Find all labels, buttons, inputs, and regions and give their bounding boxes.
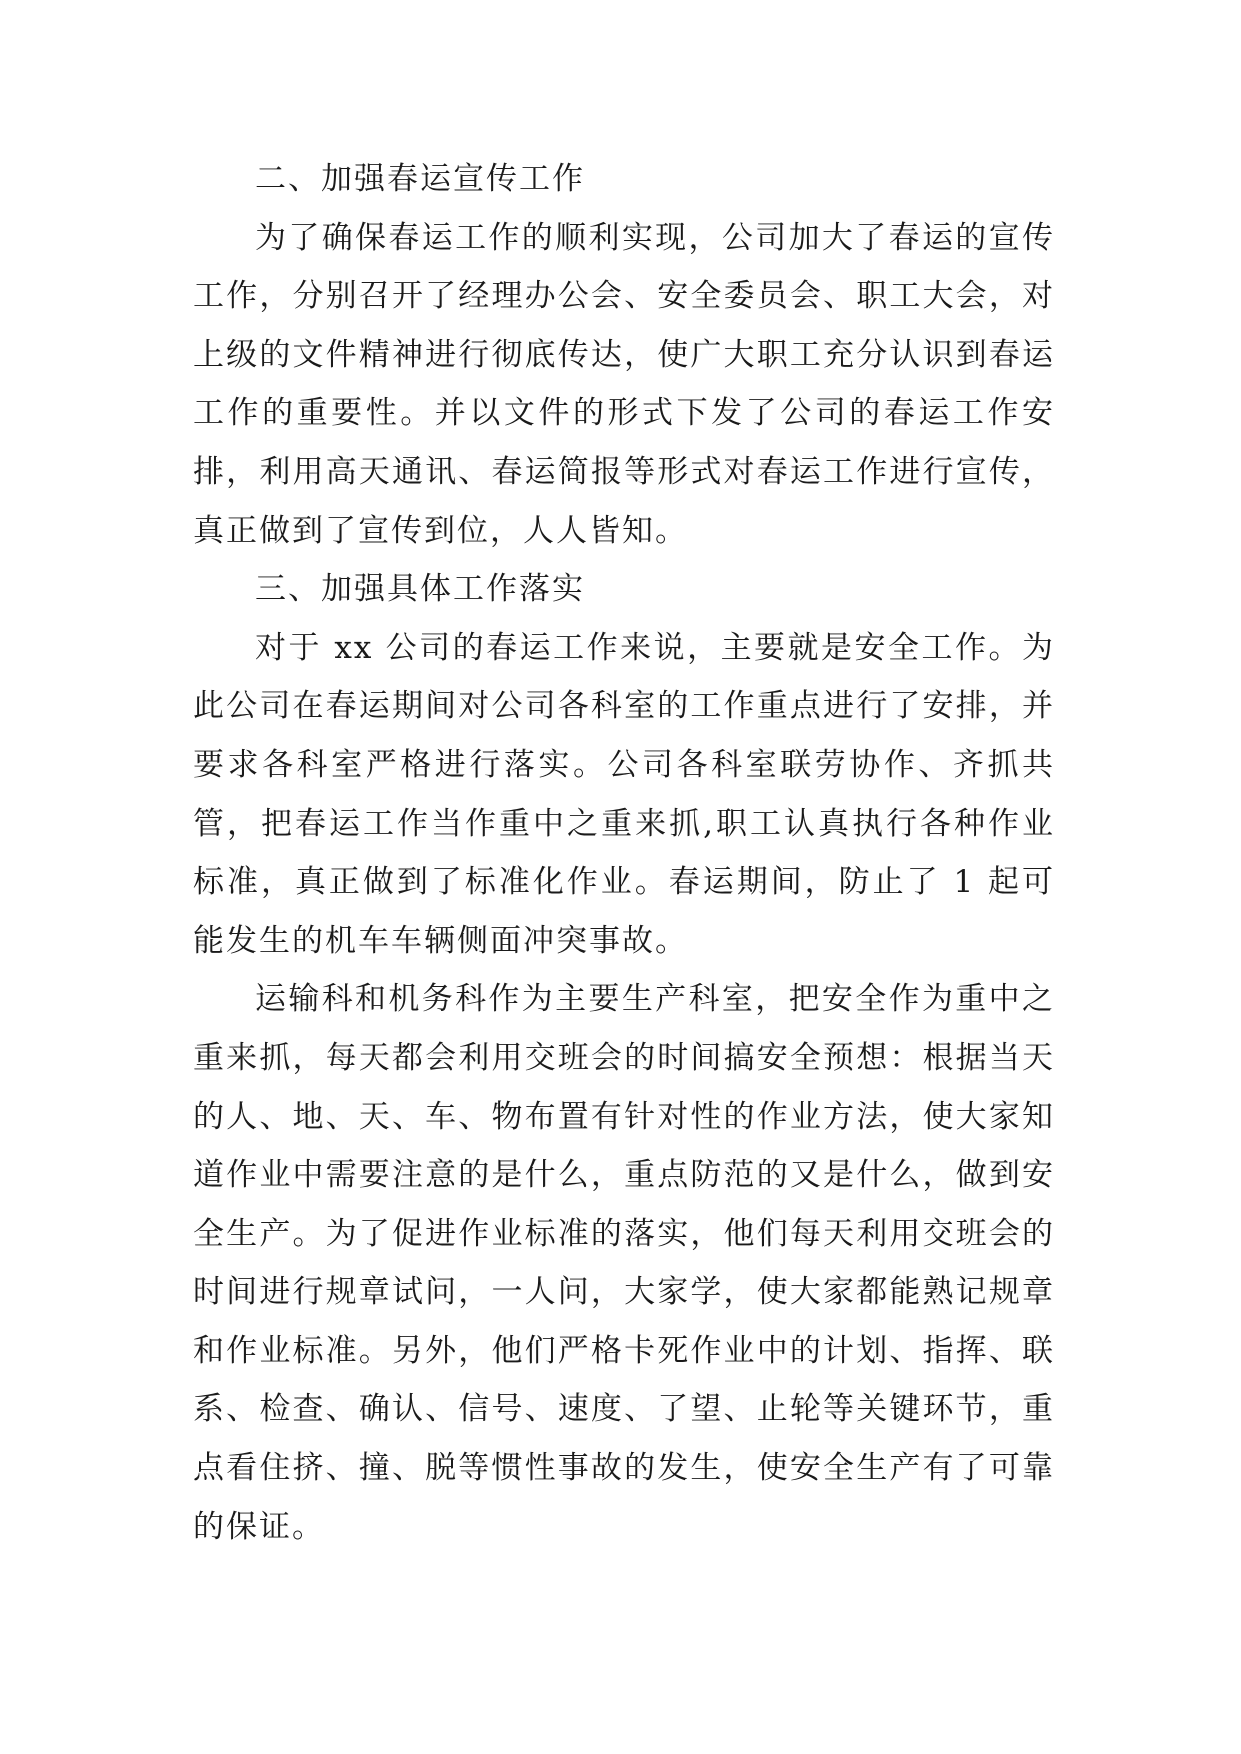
document-body: [193, 150, 1055, 1556]
section-2-paragraph-1: 为了确保春运工作的顺利实现，公司加大了春运的宣传工作，分别召开了经理办公会、安全委员会、职工大会，对上级的文件精神进行彻底传达，使广大职工充分认识到春运工作的重要性。并以文件的形式下发了公司的春运工作安排，利用高天通讯、春运简报等形式对春运工作进行宣传，真正做到了宣传到位，人人皆知。: [193, 219, 1055, 549]
section-3-paragraph-1: 对于 xx 公司的春运工作来说，主要就是安全工作。为此公司在春运期间对公司各科室的工作重点进行了安排，并要求各科室严格进行落实。公司各科室联劳协作、齐抓共管，把春运工作当作重中之重来抓,职工认真执行各种作业标准，真正做到了标准化作业。春运期间，防止了 1 起可能发生的机车车辆侧面冲突事故。: [193, 629, 1055, 959]
section-heading-3: 三、加强具体工作落实: [255, 571, 585, 608]
section-3-paragraph-2: 运输科和机务科作为主要生产科室，把安全作为重中之重来抓，每天都会利用交班会的时间搞安全预想：根据当天的人、地、天、车、物布置有针对性的作业方法，使大家知道作业中需要注意的是什么，重点防范的又是什么，做到安全生产。为了促进作业标准的落实，他们每天利用交班会的时间进行规章试问，一人问，大家学，使大家都能熟记规章和作业标准。另外，他们严格卡死作业中的计划、指挥、联系、检查、确认、信号、速度、了望、止轮等关键环节，重点看住挤、撞、脱等惯性事故的发生，使安全生产有了可靠的保证。: [193, 981, 1055, 1545]
section-heading-2: 二、加强春运宣传工作: [255, 161, 585, 197]
